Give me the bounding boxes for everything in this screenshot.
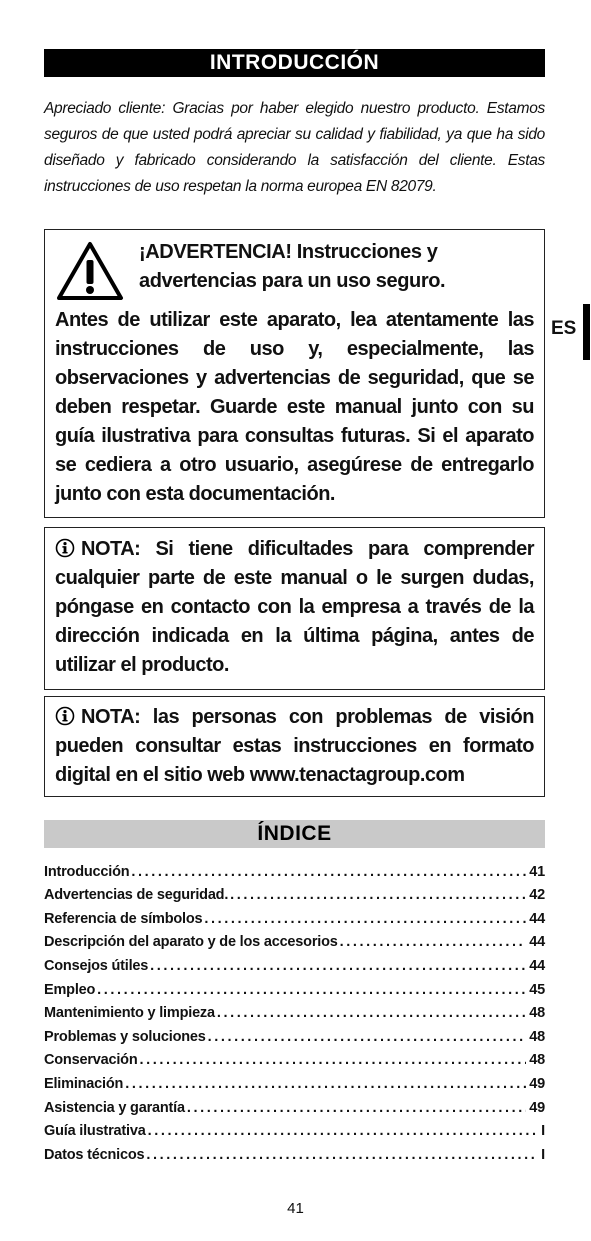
toc-leader [206,1029,527,1045]
toc-entry-title: Conservación [44,1052,138,1069]
note-help [55,535,534,680]
toc-leader [138,1052,527,1068]
toc-leader [338,934,527,950]
toc-entry[interactable] [44,1068,545,1092]
toc-entry-page: 48 [529,1028,545,1045]
language-tab-marker [583,304,590,360]
toc-leader [146,1123,539,1139]
intro-paragraph: Apreciado cliente: Gracias por haber elegido nuestro producto. Estamos seguros de que usted podrá apreciar su calidad y fiabilidad, ya que ha sido diseñado y fabricado considerando la satisfacción del cliente. Estas instrucciones de uso respetan la norma europea EN 82079. [44,100,545,195]
toc-entry-title: Referencia de símbolos [44,910,203,927]
toc-entry-title: Consejos útiles [44,957,149,974]
toc-entry[interactable] [44,1045,545,1069]
info-icon [55,706,75,726]
language-tab [551,304,591,360]
toc-entry-page: 44 [529,910,545,927]
note-vision-text: NOTA: las personas con problemas de visión pueden consultar estas instrucciones en formato digital en el sitio web www.tenactagroup.com [55,706,534,786]
toc-entry-page: 45 [529,981,545,998]
toc-leader [185,1100,526,1116]
toc-entry-page: 42 [529,887,545,904]
section-header-indice: ÍNDICE [44,820,545,848]
note-box-vision [44,696,545,797]
warning-triangle-icon [55,240,125,302]
toc-leader [215,1005,526,1021]
toc-leader [123,1076,526,1092]
toc-entry[interactable] [44,1116,545,1140]
toc-entry-page: I [541,1123,545,1140]
note-help-text: NOTA: Si tiene dificultades para comprender cualquier parte de este manual o le surgen dudas, póngase en contacto con la empresa a través de la dirección indicada en la última página, antes de utilizar el producto. [55,538,534,676]
toc-entry-title: Asistencia y garantía [44,1099,185,1116]
toc-entry[interactable] [44,950,545,974]
toc-entry[interactable] [44,998,545,1022]
toc-entry[interactable] [44,903,545,927]
toc-entry-page: 48 [529,1052,545,1069]
toc-entry-page: I [541,1146,545,1163]
toc-leader [148,958,526,974]
toc-leader [95,982,526,998]
toc-entry-page: 48 [529,1005,545,1022]
note-vision [55,703,534,790]
toc-entry-page: 41 [529,863,545,880]
toc-entry-page: 49 [529,1075,545,1092]
toc-leader [228,887,526,903]
page-number: 41 [287,1200,304,1217]
toc-entry-title: Introducción [44,863,130,880]
toc-entry-title: Eliminación [44,1075,124,1092]
toc-entry[interactable] [44,856,545,880]
toc-entry[interactable] [44,1021,545,1045]
toc-entry-page: 44 [529,957,545,974]
toc-entry[interactable] [44,927,545,951]
warning-box [44,229,545,518]
toc-leader [129,864,526,880]
note-box-help [44,527,545,690]
toc-leader [202,911,526,927]
toc-entry-title: Empleo [44,981,96,998]
toc-entry[interactable] [44,880,545,904]
warning-title: ¡ADVERTENCIA! Instrucciones y advertencias para un uso seguro. [139,241,446,292]
toc-leader [144,1147,538,1163]
language-tab-label: ES [551,318,577,339]
toc-entry[interactable] [44,974,545,998]
toc-entry-page: 49 [529,1099,545,1116]
toc-entry-title: Datos técnicos [44,1146,145,1163]
toc-entry-title: Guía ilustrativa [44,1123,146,1140]
info-icon [55,538,75,558]
toc-entry-title: Descripción del aparato y de los accesorios [44,934,338,951]
section-header-introduccion: INTRODUCCIÓN [44,49,545,77]
table-of-contents [44,856,545,1163]
toc-entry[interactable] [44,1139,545,1163]
toc-entry-title: Problemas y soluciones [44,1028,206,1045]
toc-entry-page: 44 [529,934,545,951]
warning-text: Antes de utilizar este aparato, lea atentamente las instrucciones de uso y, especialmente, las observaciones y advertencias de seguridad, que se deben respetar. Guarde este manual junto con su guía ilustrativa para consultas futuras. Si el aparato se cediera a otro usuario, asegúrese de entregarlo junto con esta documentación. [55,309,534,505]
toc-entry-title: Advertencias de seguridad. [44,887,229,904]
toc-entry-title: Mantenimiento y limpieza [44,1005,215,1022]
toc-entry[interactable] [44,1092,545,1116]
